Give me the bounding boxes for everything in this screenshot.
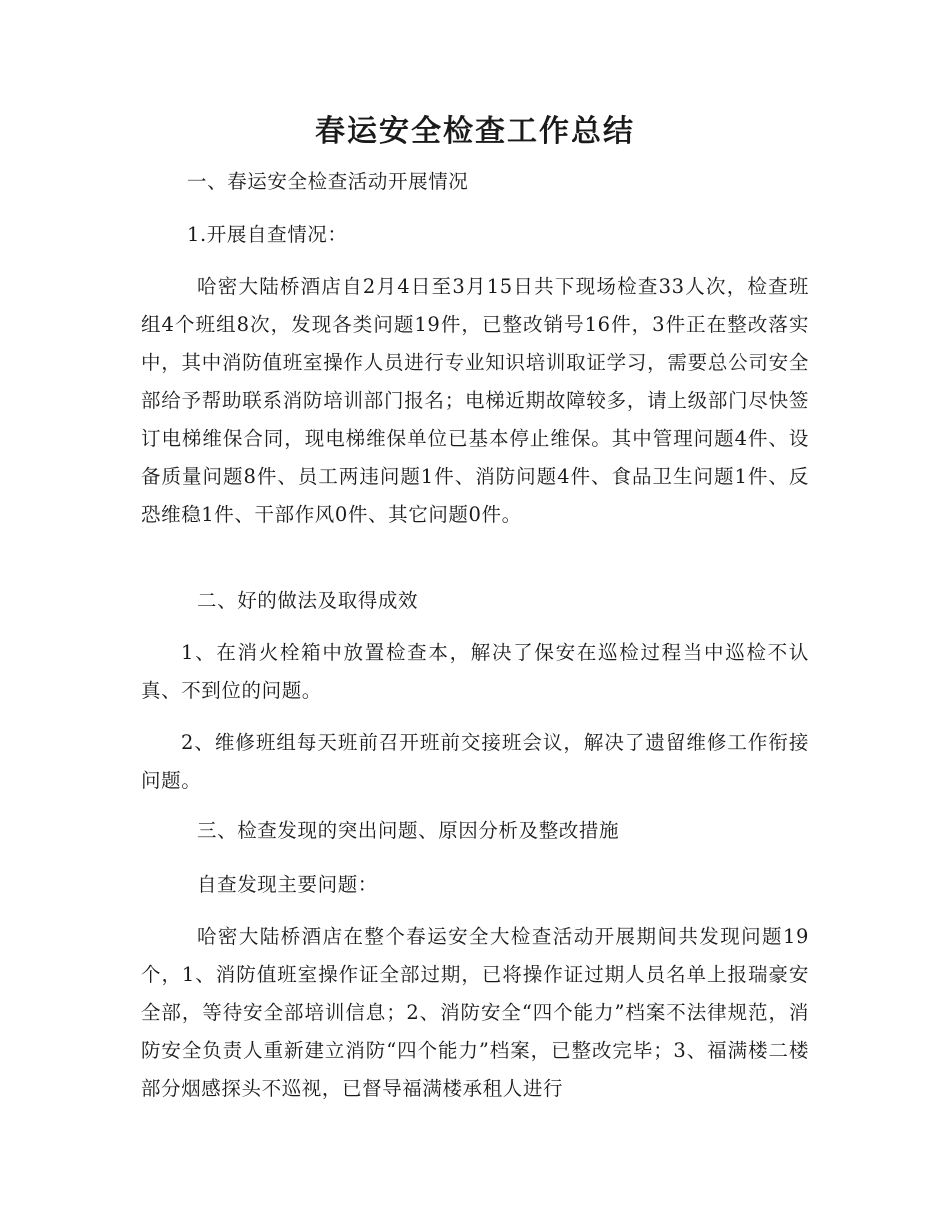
- document-title: 春运安全检查工作总结: [315, 114, 635, 149]
- section-heading-3: 三、检查发现的突出问题、原因分析及整改措施: [197, 819, 620, 842]
- list-item-1: 1、在消火栓箱中放置检查本，解决了保安在巡检过程当中巡检不认真、不到位的问题。: [141, 641, 809, 702]
- body-paragraph-self-check: 哈密大陆桥酒店自2月4日至3月15日共下现场检查33人次，检查班组4个班组8次，发现各类问题19件，已整改销号16件，3件正在整改落实中，其中消防值班室操作人员进行专业知识培训取证学习，需要总公司安全部给予帮助联系消防培训部门报名；电梯近期故障较多，请上级部门尽快签订电梯维保合同，现电梯维保单位已基本停止维保。其中管理问题4件、设备质量问题8件、员工两违问题1件、消防问题4件、食品卫生问题1件、反恐维稳1件、干部作风0件、其它问题0件。: [141, 275, 809, 526]
- subsection-heading-1: 1.开展自查情况：: [187, 223, 348, 246]
- section-heading-1: 一、春运安全检查活动开展情况: [187, 170, 469, 193]
- body-paragraph-problems: 哈密大陆桥酒店在整个春运安全大检查活动开展期间共发现问题19个，1、消防值班室操作证全部过期，已将操作证过期人员名单上报瑞豪安全部，等待安全部培训信息；2、消防安全“四个能力”档案不法律规范，消防安全负责人重新建立消防“四个能力”档案，已整改完毕；3、福满楼二楼部分烟感探头不巡视，已督导福满楼承租人进行: [141, 925, 809, 1100]
- section-heading-2: 二、好的做法及取得成效: [197, 589, 419, 612]
- subsection-heading-main-problems: 自查发现主要问题：: [197, 873, 378, 896]
- list-item-2: 2、维修班组每天班前召开班前交接班会议，解决了遗留维修工作衔接问题。: [141, 731, 809, 792]
